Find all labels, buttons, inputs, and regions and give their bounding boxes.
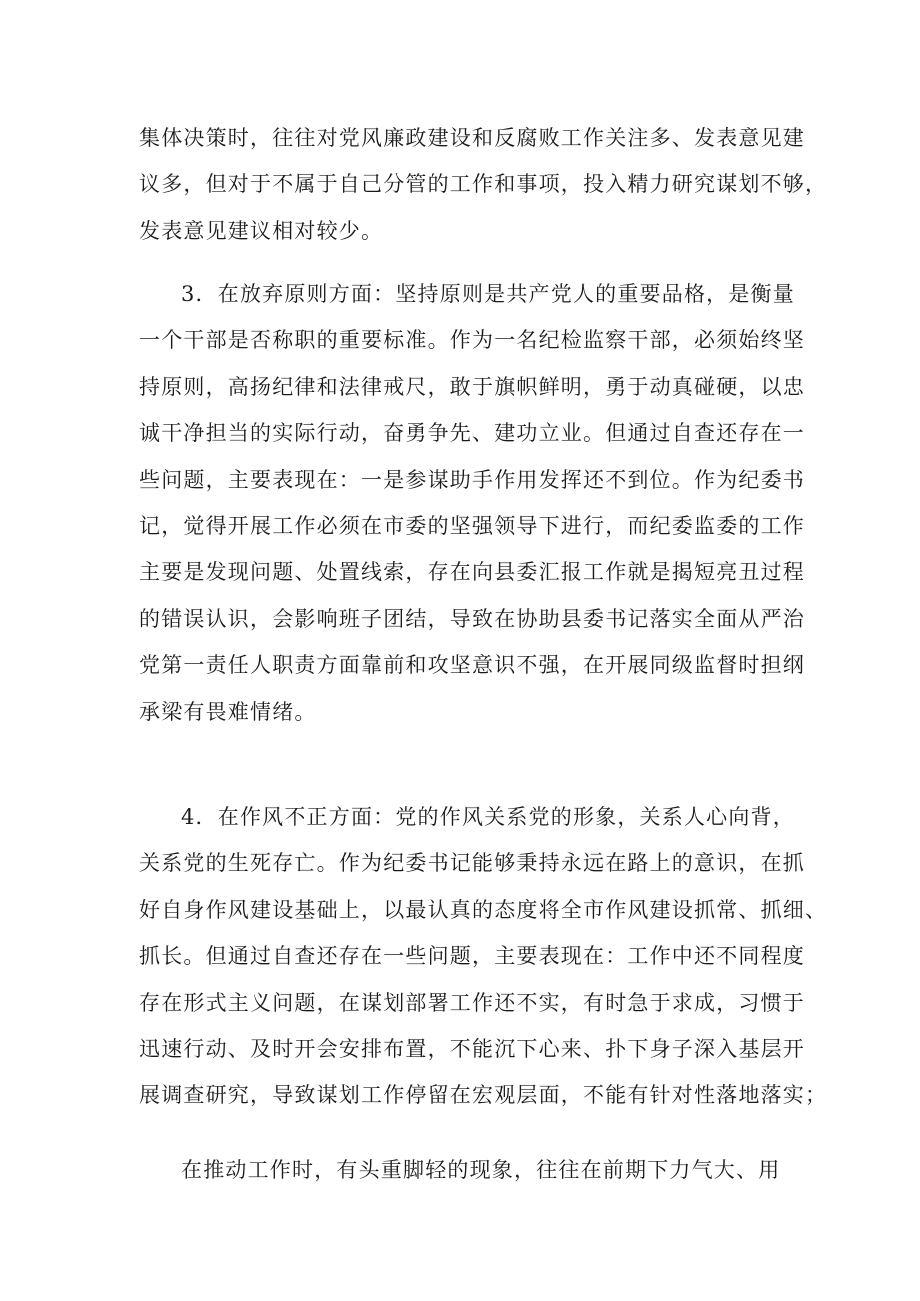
paragraph-4: [139, 1147, 779, 1193]
paragraph-line: 议多，但对于不属于自己分管的工作和事项，投入精力研究谋划不够，: [139, 172, 828, 197]
paragraph-line: 一个干部是否称职的重要标准。作为一名纪检监察干部，必须始终坚: [139, 328, 805, 353]
paragraph-line: 承梁有畏难情绪。: [139, 699, 317, 724]
paragraph-line: 些问题，主要表现在：一是参谋助手作用发挥还不到位。作为纪委书: [139, 467, 805, 492]
paragraph-2: [139, 271, 805, 781]
paragraph-line: 在推动工作时，有头重脚轻的现象，往往在前期下力气大、用: [181, 1158, 781, 1182]
paragraph-line: 持原则，高扬纪律和法律戒尺，敢于旗帜鲜明，勇于动真碰硬，以忠: [139, 374, 805, 399]
paragraph-line: 抓长。但通过自查还存在一些问题，主要表现在：工作中还不同程度: [139, 944, 805, 969]
paragraph-line: 关系党的生死存亡。作为纪委书记能够秉持永远在路上的意识，在抓: [139, 851, 805, 876]
paragraph-line: 发表意见建议相对较少。: [139, 218, 384, 243]
paragraph-3: [139, 794, 828, 1119]
paragraph-line: 好自身作风建设基础上，以最认真的态度将全市作风建设抓常、抓细、: [139, 897, 828, 922]
paragraph-line: 4．在作风不正方面：党的作风关系党的形象，关系人心向背，: [181, 805, 795, 829]
paragraph-line: 3．在放弃原则方面：坚持原则是共产党人的重要品格，是衡量: [181, 282, 795, 306]
paragraph-1: [139, 115, 828, 254]
paragraph-line: 诚干净担当的实际行动，奋勇争先、建功立业。但通过自查还存在一: [139, 421, 805, 446]
paragraph-line: 存在形式主义问题，在谋划部署工作还不实，有时急于求成，习惯于: [139, 990, 805, 1015]
paragraph-line: 主要是发现问题、处置线索，存在向县委汇报工作就是揭短亮丑过程: [139, 560, 805, 585]
paragraph-line: 的错误认识，会影响班子团结，导致在协助县委书记落实全面从严治: [139, 606, 805, 631]
paragraph-line: 迅速行动、及时开会安排布置，不能沉下心来、扑下身子深入基层开: [139, 1036, 805, 1061]
paragraph-line: 党第一责任人职责方面靠前和攻坚意识不强，在开展同级监督时担纲: [139, 653, 805, 678]
paragraph-line: 展调查研究，导致谋划工作停留在宏观层面，不能有针对性落地落实；: [139, 1083, 828, 1108]
paragraph-line: [139, 735, 779, 781]
paragraph-line: 集体决策时，往往对党风廉政建设和反腐败工作关注多、发表意见建: [139, 126, 805, 150]
paragraph-line: 记，觉得开展工作必须在市委的坚强领导下进行，而纪委监委的工作: [139, 513, 805, 538]
